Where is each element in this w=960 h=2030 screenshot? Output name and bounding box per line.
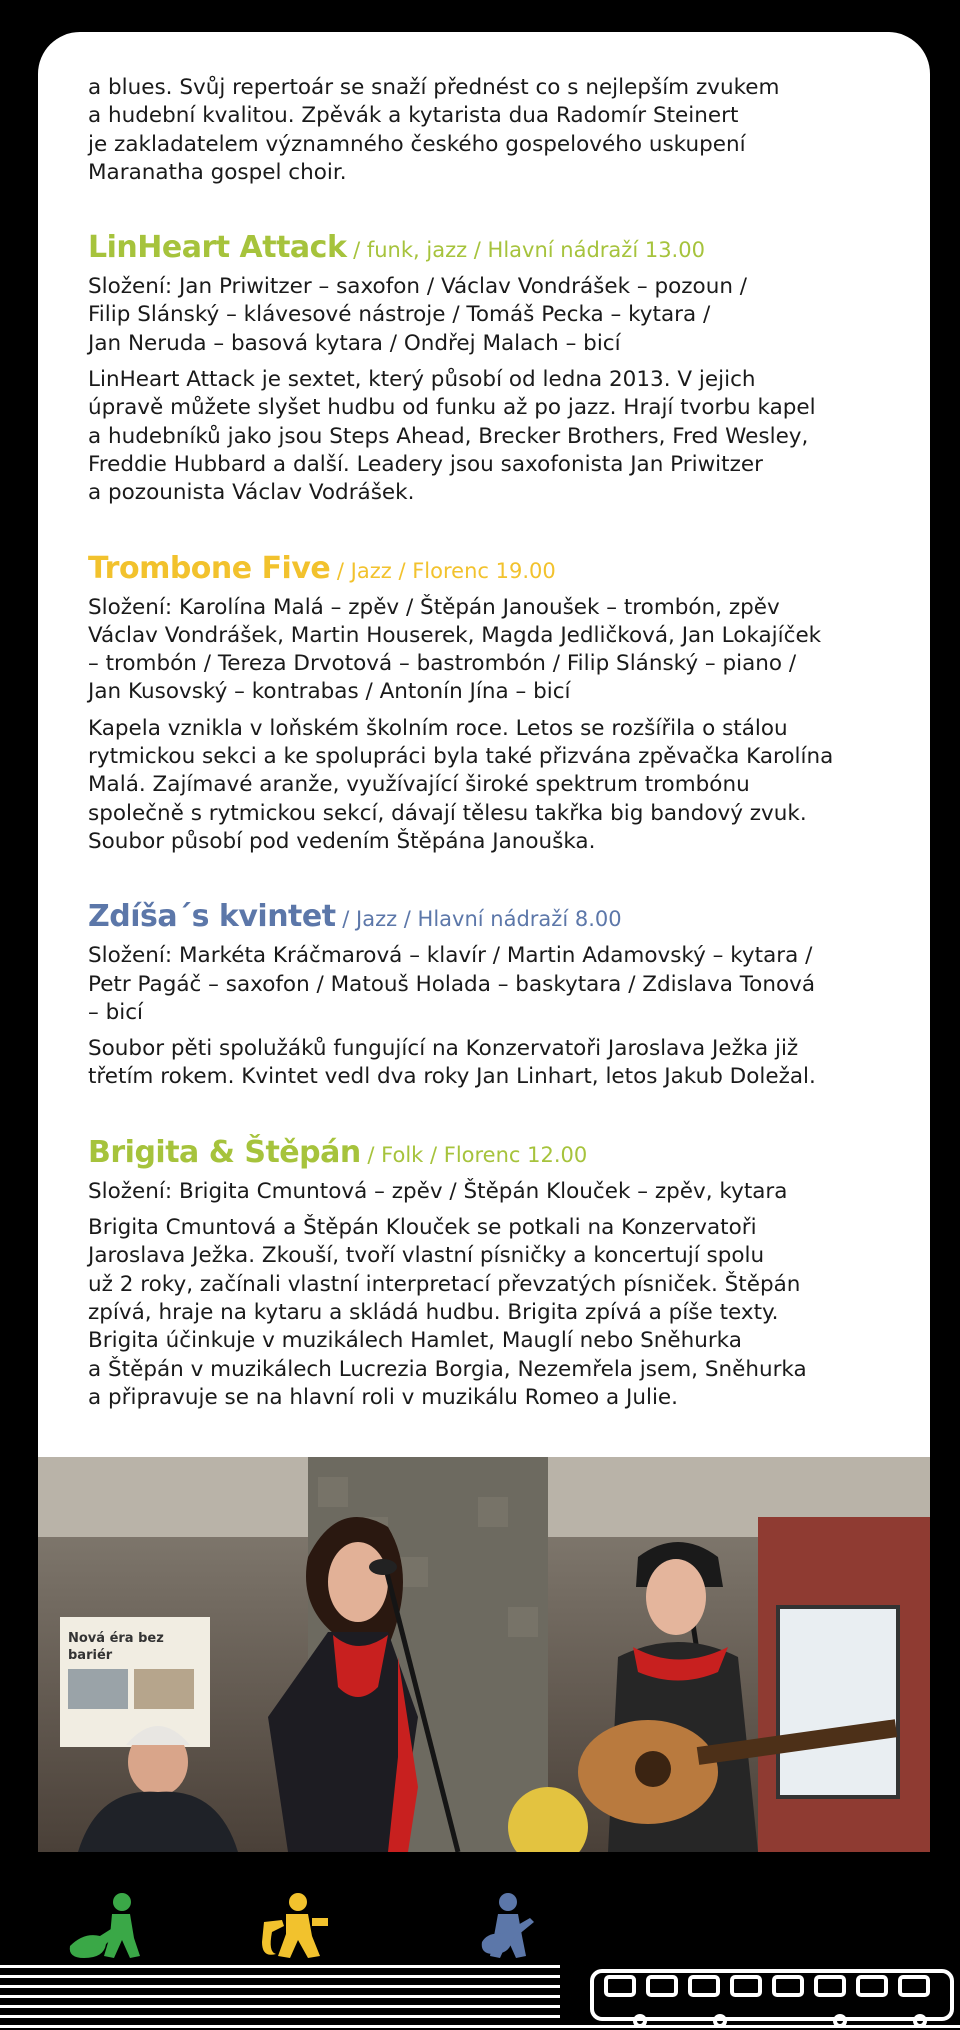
band-description <box>88 1035 908 1092</box>
description-line: úpravě můžete slyšet hudbu od funku až po jazz. Hrají tvorbu kapel <box>88 395 816 421</box>
description-line: Kapela vznikla v loňském školním roce. Letos se rozšířila o stálou <box>88 715 788 741</box>
band-section <box>88 552 908 857</box>
band-heading <box>88 231 908 267</box>
band-name: Brigita & Štěpán <box>88 1134 361 1170</box>
band-heading <box>88 900 908 936</box>
description-line: a hudebníků jako jsou Steps Ahead, Brecker Brothers, Fred Wesley, <box>88 423 809 449</box>
description-line: Brigita účinkuje v muzikálech Hamlet, Mauglí nebo Sněhurka <box>88 1328 742 1354</box>
content-card <box>38 32 930 1852</box>
band-section <box>88 900 908 1091</box>
description-line: zpívá, hraje na kytaru a skládá hudbu. Brigita zpívá a píše texty. <box>88 1299 779 1325</box>
lineup-line: Jan Kusovský – kontrabas / Antonín Jína – bicí <box>88 679 571 705</box>
lineup-line: Složení: Jan Priwitzer – saxofon / Václav Vondrášek – pozoun / <box>88 274 748 300</box>
lineup-line: Václav Vondrášek, Martin Houserek, Magda Jedličková, Jan Lokajíček <box>88 622 822 648</box>
bassist-icon <box>482 1893 534 1958</box>
poster-text-1: Nová éra bez <box>68 1631 164 1646</box>
band-genre-venue-time: / funk, jazz / Hlavní nádraží 13.00 <box>346 238 705 263</box>
concert-photo <box>38 1457 930 1852</box>
band-genre-venue-time: / Jazz / Florenc 19.00 <box>330 558 556 583</box>
description-line: a pozounista Václav Vodrášek. <box>88 480 415 506</box>
band-genre-venue-time: / Jazz / Hlavní nádraží 8.00 <box>335 907 622 932</box>
description-line: a připravuje se na hlavní roli v muzikálu Romeo a Julie. <box>88 1384 678 1410</box>
band-heading <box>88 1136 908 1172</box>
guitarist-icon <box>70 1893 140 1958</box>
lineup-line: Složení: Markéta Kráčmarová – klavír / Martin Adamovský – kytara / <box>88 943 813 969</box>
description-line: Soubor působí pod vedením Štěpána Janouška. <box>88 828 596 854</box>
description-line: Soubor pěti spolužáků fungující na Konzervatoři Jaroslava Ježka již <box>88 1036 799 1062</box>
saxophonist-icon <box>262 1893 328 1958</box>
band-section <box>88 231 908 507</box>
band-lineup <box>88 594 908 707</box>
intro-line: Maranatha gospel choir. <box>88 159 347 185</box>
footer-icons <box>66 1892 586 1962</box>
intro-line: je zakladatelem významného českého gospelového uskupení <box>88 131 746 157</box>
lineup-line: Složení: Karolína Malá – zpěv / Štěpán Janoušek – trombón, zpěv <box>88 594 780 620</box>
description-line: společně s rytmickou sekcí, dávají tělesu takřka big bandový zvuk. <box>88 800 807 826</box>
band-lineup <box>88 273 908 358</box>
intro-line: a hudební kvalitou. Zpěvák a kytarista dua Radomír Steinert <box>88 103 739 129</box>
band-genre-venue-time: / Folk / Florenc 12.00 <box>360 1142 588 1167</box>
band-description <box>88 1214 908 1412</box>
lineup-line: – trombón / Tereza Drvotová – bastrombón / Filip Slánský – piano / <box>88 651 797 677</box>
lineup-line: Petr Pagáč – saxofon / Matouš Holada – baskytara / Zdislava Tonová <box>88 971 816 997</box>
band-heading <box>88 552 908 588</box>
band-name: Trombone Five <box>88 550 331 586</box>
text-column <box>88 74 908 1412</box>
footer-stripes-tram <box>0 1965 960 2030</box>
band-description <box>88 715 908 856</box>
band-section <box>88 1136 908 1412</box>
description-line: třetím rokem. Kvintet vedl dva roky Jan Linhart, letos Jakub Doležal. <box>88 1064 816 1090</box>
band-lineup <box>88 1178 908 1206</box>
tram-icon <box>592 1971 952 2026</box>
poster-text-2: bariér <box>68 1648 113 1663</box>
description-line: rytmickou sekci a ke spolupráci byla také přizvána zpěvačka Karolína <box>88 744 834 770</box>
intro-line: a blues. Svůj repertoár se snaží přednést co s nejlepším zvukem <box>88 75 780 100</box>
band-name: LinHeart Attack <box>88 230 347 266</box>
lineup-line: Filip Slánský – klávesové nástroje / Tomáš Pecka – kytara / <box>88 302 711 328</box>
footer-bar <box>0 1852 960 2030</box>
description-line: Brigita Cmuntová a Štěpán Klouček se potkali na Konzervatoři <box>88 1215 757 1241</box>
band-name: Zdíša´s kvintet <box>88 899 336 935</box>
description-line: LinHeart Attack je sextet, který působí od ledna 2013. V jejich <box>88 367 756 393</box>
description-line: už 2 roky, začínali vlastní interpretací převzatých písniček. Štěpán <box>88 1271 801 1297</box>
description-line: Malá. Zajímavé aranže, využívající široké spektrum trombónu <box>88 772 750 798</box>
description-line: Freddie Hubbard a další. Leadery jsou saxofonista Jan Priwitzer <box>88 451 763 477</box>
lineup-line: – bicí <box>88 999 143 1025</box>
lineup-line: Složení: Brigita Cmuntová – zpěv / Štěpán Klouček – zpěv, kytara <box>88 1178 788 1204</box>
intro-text <box>88 74 908 187</box>
musicians-photo-illustration <box>38 1457 930 1852</box>
band-lineup <box>88 942 908 1027</box>
intro-paragraph <box>88 74 908 187</box>
band-description <box>88 366 908 507</box>
description-line: a Štěpán v muzikálech Lucrezia Borgia, Nezemřela jsem, Sněhurka <box>88 1356 807 1382</box>
lineup-line: Jan Neruda – basová kytara / Ondřej Malach – bicí <box>88 330 621 356</box>
description-line: Jaroslava Ježka. Zkouší, tvoří vlastní písničky a koncertují spolu <box>88 1243 765 1269</box>
